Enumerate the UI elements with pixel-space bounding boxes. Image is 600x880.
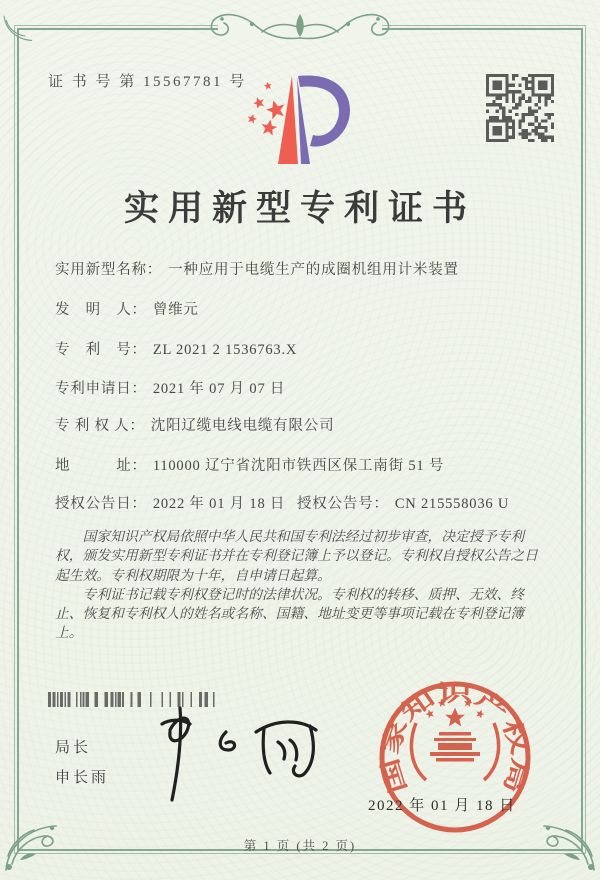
- field-label: 专 利 权 人：: [55, 418, 145, 434]
- field-value: 2021 年 07 月 07 日: [152, 381, 286, 397]
- certificate-number: 证 书 号 第 15567781 号: [48, 74, 247, 90]
- cnipa-patent-logo-icon: [240, 64, 360, 174]
- legal-paragraph-1: 国家知识产权局依照中华人民共和国专利法经过初步审查，决定授予专利权，颁发实用新型专利证书并在专利登记簿上予以登记。专利权自授权公告之日起生效。专利权期限为十年，自申请日起算。: [55, 529, 538, 583]
- field-value: 2022 年 01 月 18 日: [152, 496, 286, 512]
- field-value: 沈阳辽缆电线电缆有限公司: [150, 418, 335, 434]
- field-inventor: [55, 298, 199, 319]
- commissioner-name: 申长雨: [55, 770, 110, 786]
- field-label: 发 明 人：: [55, 302, 147, 318]
- field-value: ZL 2021 2 1536763.X: [152, 342, 298, 358]
- field-label: 授权公告日：: [55, 496, 147, 512]
- page-number: 第 1 页 (共 2 页): [243, 839, 357, 853]
- legal-text: [55, 527, 551, 643]
- field-utility-model-name: [55, 258, 459, 279]
- field-value: 曾维元: [152, 302, 199, 318]
- field-label: 专 利 号：: [55, 342, 147, 358]
- certificate-title: 实用新型专利证书: [123, 189, 476, 228]
- legal-paragraph-2: 专利证书记载专利权登记时的法律状况。专利权的转移、质押、无效、终止、恢复和专利权人的姓名或名称、国籍、地址变更等事项记载在专利登记簿上。: [55, 586, 525, 641]
- field-value: CN 215558036 U: [394, 496, 510, 512]
- field-label: 专利申请日：: [55, 381, 147, 397]
- cnipa-official-seal: [364, 668, 546, 846]
- field-address: [55, 454, 444, 475]
- field-grant-number: [297, 492, 509, 513]
- field-grant-date: [55, 492, 285, 513]
- field-label: 实用新型名称：: [55, 262, 163, 278]
- handwritten-signature-icon: [118, 702, 333, 810]
- commissioner-role: 局长: [55, 740, 92, 756]
- seal-ring-text: 国家知识产权局: [377, 681, 533, 797]
- field-patent-number: [55, 338, 297, 359]
- field-value: 一种应用于电缆生产的成圈机组用计米装置: [168, 262, 459, 278]
- field-filing-date: [55, 377, 285, 398]
- field-label: 授权公告号：: [297, 496, 389, 512]
- field-value: 110000 辽宁省沈阳市铁西区保工南街 51 号: [152, 458, 445, 474]
- field-patentee: [55, 414, 334, 435]
- border-ornament-top-left-icon: [2, 14, 34, 46]
- qr-code-icon: [486, 74, 554, 142]
- seal-date: 2022 年 01 月 18 日: [368, 798, 516, 814]
- border-ornament-top-icon: [200, 2, 400, 50]
- field-label: 地 址：: [55, 458, 147, 474]
